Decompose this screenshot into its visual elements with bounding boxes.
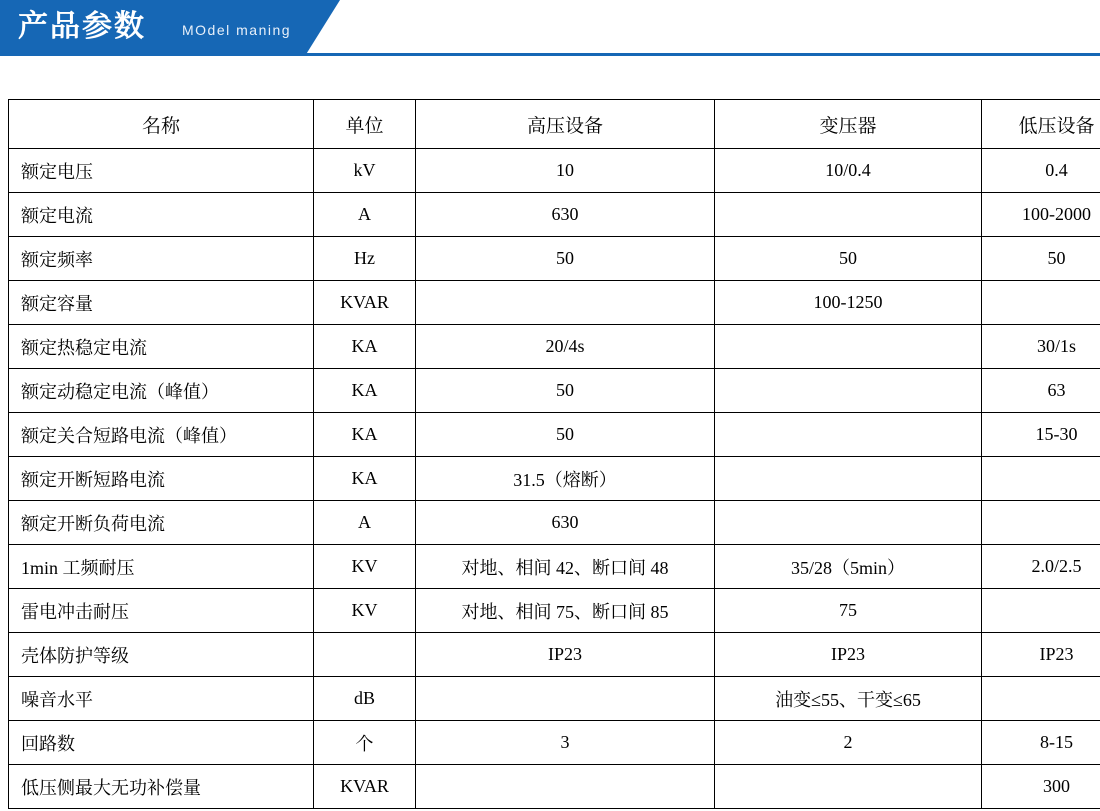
table-row (9, 325, 1100, 369)
cell-name: 额定容量 (9, 281, 314, 325)
cell-name: 额定动稳定电流（峰值） (9, 369, 314, 413)
cell-unit: KVAR (314, 281, 416, 325)
table-row (9, 677, 1100, 721)
parameters-table (8, 99, 1100, 809)
cell-name: 额定电流 (9, 193, 314, 237)
parameters-table-container (8, 99, 1095, 809)
table-header (9, 100, 1100, 149)
cell-unit: KVAR (314, 765, 416, 809)
cell-transformer: 50 (715, 237, 982, 281)
cell-name: 雷电冲击耐压 (9, 589, 314, 633)
cell-lv (982, 281, 1100, 325)
table-row (9, 501, 1100, 545)
cell-unit: KA (314, 325, 416, 369)
cell-hv: 对地、相间 75、断口间 85 (416, 589, 715, 633)
cell-transformer: 75 (715, 589, 982, 633)
cell-unit: Hz (314, 237, 416, 281)
table-row (9, 457, 1100, 501)
cell-lv: 300 (982, 765, 1100, 809)
page-subtitle: MOdel maning (182, 22, 292, 38)
cell-transformer: IP23 (715, 633, 982, 677)
cell-lv (982, 457, 1100, 501)
cell-name: 额定开断短路电流 (9, 457, 314, 501)
table-row (9, 545, 1100, 589)
cell-unit: A (314, 501, 416, 545)
table-row (9, 193, 1100, 237)
cell-unit: 个 (314, 721, 416, 765)
cell-lv: 0.4 (982, 149, 1100, 193)
cell-transformer: 35/28（5min） (715, 545, 982, 589)
column-header-hv-equipment: 高压设备 (416, 100, 715, 149)
table-row (9, 237, 1100, 281)
table-row (9, 721, 1100, 765)
cell-hv: 3 (416, 721, 715, 765)
cell-transformer (715, 413, 982, 457)
cell-unit (314, 633, 416, 677)
table-body (9, 149, 1100, 809)
cell-lv (982, 501, 1100, 545)
cell-name: 额定开断负荷电流 (9, 501, 314, 545)
cell-transformer: 100-1250 (715, 281, 982, 325)
cell-name: 额定热稳定电流 (9, 325, 314, 369)
table-row (9, 149, 1100, 193)
cell-name: 额定电压 (9, 149, 314, 193)
cell-lv: 50 (982, 237, 1100, 281)
cell-transformer (715, 193, 982, 237)
cell-hv: 31.5（熔断） (416, 457, 715, 501)
column-header-unit: 单位 (314, 100, 416, 149)
cell-hv (416, 765, 715, 809)
cell-lv: 2.0/2.5 (982, 545, 1100, 589)
table-row (9, 413, 1100, 457)
cell-lv: 15-30 (982, 413, 1100, 457)
cell-transformer: 2 (715, 721, 982, 765)
table-header-row (9, 100, 1100, 149)
table-row (9, 633, 1100, 677)
cell-name: 额定关合短路电流（峰值） (9, 413, 314, 457)
cell-unit: KA (314, 369, 416, 413)
cell-transformer (715, 457, 982, 501)
cell-unit: KA (314, 457, 416, 501)
cell-unit: dB (314, 677, 416, 721)
cell-hv: 20/4s (416, 325, 715, 369)
cell-unit: kV (314, 149, 416, 193)
cell-transformer (715, 369, 982, 413)
table-row (9, 765, 1100, 809)
cell-hv (416, 677, 715, 721)
column-header-name: 名称 (9, 100, 314, 149)
page-header-banner (0, 0, 340, 56)
cell-lv: 100-2000 (982, 193, 1100, 237)
table-row (9, 589, 1100, 633)
cell-name: 1min 工频耐压 (9, 545, 314, 589)
cell-transformer (715, 325, 982, 369)
cell-lv (982, 677, 1100, 721)
cell-transformer: 油变≤55、干变≤65 (715, 677, 982, 721)
cell-name: 壳体防护等级 (9, 633, 314, 677)
cell-lv (982, 589, 1100, 633)
cell-unit: A (314, 193, 416, 237)
cell-name: 噪音水平 (9, 677, 314, 721)
cell-lv: 63 (982, 369, 1100, 413)
cell-hv: 50 (416, 237, 715, 281)
cell-hv: 630 (416, 501, 715, 545)
cell-unit: KA (314, 413, 416, 457)
cell-hv: 对地、相间 42、断口间 48 (416, 545, 715, 589)
cell-unit: KV (314, 589, 416, 633)
cell-hv: 630 (416, 193, 715, 237)
cell-lv: 30/1s (982, 325, 1100, 369)
cell-name: 低压侧最大无功补偿量 (9, 765, 314, 809)
cell-name: 额定频率 (9, 237, 314, 281)
cell-name: 回路数 (9, 721, 314, 765)
cell-hv: 50 (416, 413, 715, 457)
page-title: 产品参数 (18, 10, 146, 43)
cell-unit: KV (314, 545, 416, 589)
column-header-transformer: 变压器 (715, 100, 982, 149)
cell-hv: IP23 (416, 633, 715, 677)
table-row (9, 281, 1100, 325)
cell-hv (416, 281, 715, 325)
cell-hv: 50 (416, 369, 715, 413)
header-divider (0, 53, 1100, 56)
cell-hv: 10 (416, 149, 715, 193)
cell-lv: 8-15 (982, 721, 1100, 765)
cell-transformer: 10/0.4 (715, 149, 982, 193)
table-row (9, 369, 1100, 413)
cell-transformer (715, 765, 982, 809)
cell-lv: IP23 (982, 633, 1100, 677)
column-header-lv-equipment: 低压设备 (982, 100, 1100, 149)
cell-transformer (715, 501, 982, 545)
